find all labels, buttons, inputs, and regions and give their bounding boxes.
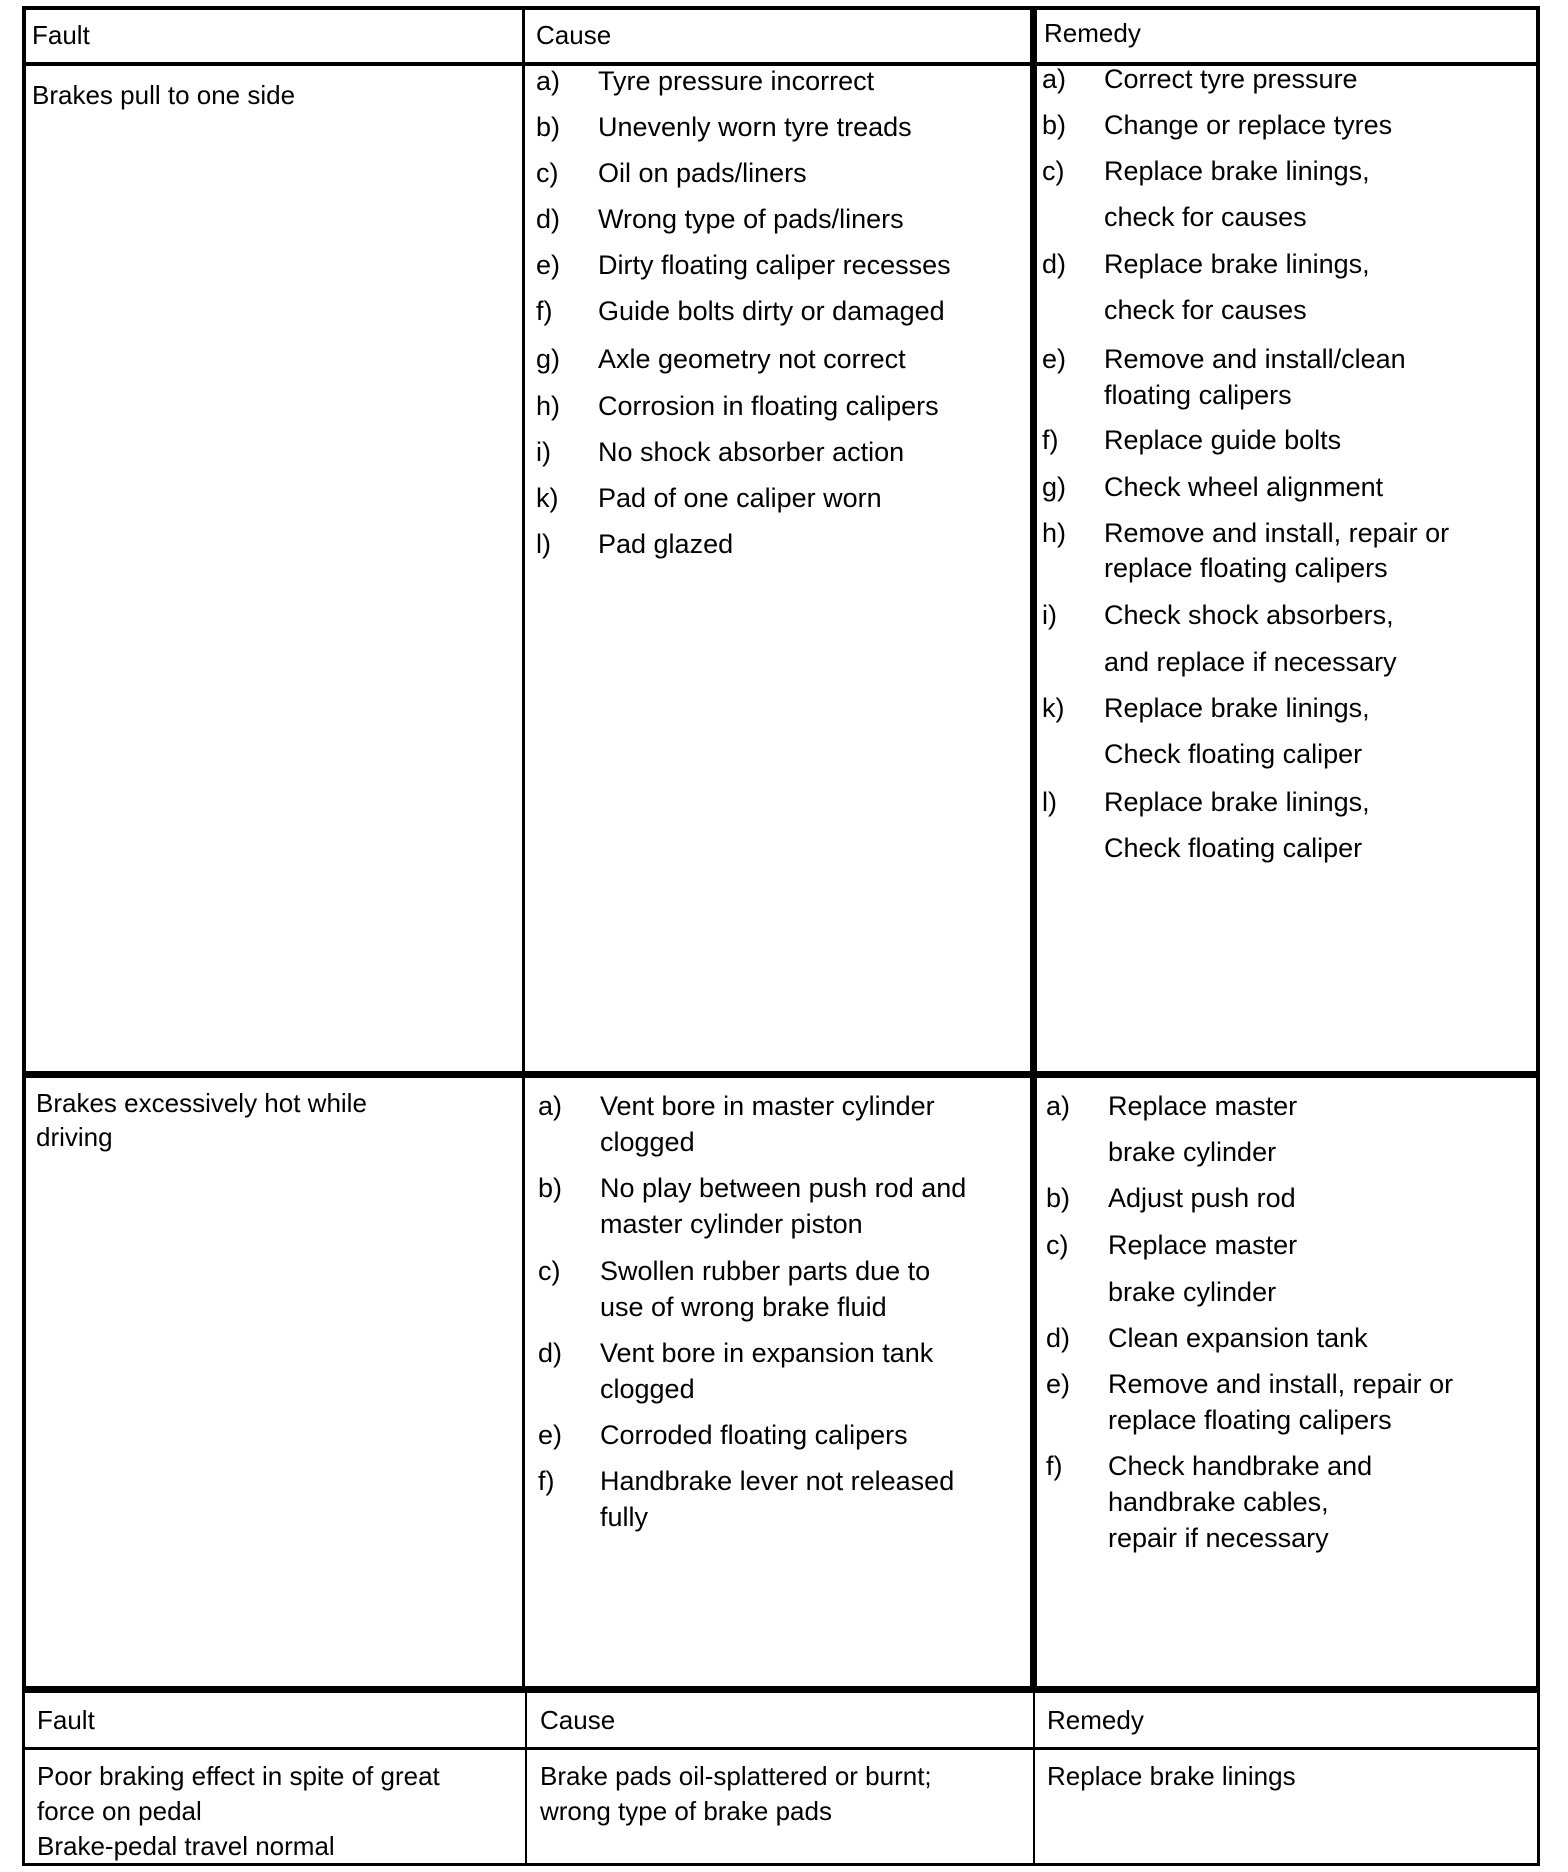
cause-item-text: Pad glazed	[598, 529, 734, 559]
cause-item-label: c)	[536, 158, 559, 188]
remedy-row3	[1047, 1759, 1296, 1794]
row-divider	[25, 1747, 1537, 1750]
remedy-item-text: replace floating calipers	[1108, 1405, 1392, 1435]
remedy-item-text: Replace brake linings,	[1104, 156, 1370, 186]
remedy-item-label: c)	[1046, 1230, 1069, 1260]
remedy-item-text: Check floating caliper	[1104, 833, 1363, 863]
header-remedy: Remedy	[1047, 1705, 1144, 1735]
cause-item-text: Pad of one caliper worn	[598, 483, 882, 513]
remedy-item-text: Replace brake linings,	[1104, 249, 1370, 279]
cause-item-text: Dirty floating caliper recesses	[598, 250, 951, 280]
remedy-item-text: Remove and install/clean	[1104, 344, 1406, 374]
cause-item-text: Oil on pads/liners	[598, 158, 807, 188]
remedy-item-label: l)	[1042, 787, 1057, 817]
remedy-item-text: Adjust push rod	[1108, 1183, 1296, 1213]
cause-row3-line: Brake pads oil-splattered or burnt;	[540, 1761, 932, 1791]
cause-item-label: l)	[536, 529, 551, 559]
cause-item-label: e)	[538, 1420, 563, 1450]
remedy-item-label: b)	[1046, 1183, 1071, 1213]
cause-item-label: e)	[536, 250, 561, 280]
remedy-item-label: b)	[1042, 110, 1067, 140]
remedy-item-text: Replace brake linings,	[1104, 787, 1370, 817]
cause-item-text: Corrosion in floating calipers	[598, 391, 939, 421]
header-cause: Cause	[540, 1705, 616, 1735]
cause-item-label: k)	[536, 483, 559, 513]
cause-item-label: a)	[536, 66, 561, 96]
cause-item-text: master cylinder piston	[600, 1209, 863, 1239]
column-divider	[525, 1693, 527, 1863]
cause-item-text: fully	[600, 1502, 649, 1532]
fault-row2-line: Brakes excessively hot while	[36, 1088, 367, 1118]
remedy-item-text: brake cylinder	[1108, 1137, 1277, 1167]
remedy-item-text: check for causes	[1104, 295, 1307, 325]
cause-item-text: Vent bore in master cylinder	[600, 1091, 935, 1121]
fault-row3-line: Poor braking effect in spite of great	[37, 1761, 440, 1791]
cause-item-text: Axle geometry not correct	[598, 344, 906, 374]
cause-item-text: clogged	[600, 1374, 695, 1404]
cause-item-label: a)	[538, 1091, 563, 1121]
cause-item-label: d)	[536, 204, 561, 234]
table-block-top	[22, 6, 1540, 1690]
fault-table	[22, 6, 1540, 1866]
cause-item-label: b)	[538, 1173, 563, 1203]
remedy-item-label: h)	[1042, 518, 1067, 548]
cause-item-text: Tyre pressure incorrect	[598, 66, 875, 96]
remedy-item-label: e)	[1042, 344, 1067, 374]
cause-item-text: use of wrong brake fluid	[600, 1292, 887, 1322]
fault-row3-line: Brake-pedal travel normal	[37, 1831, 335, 1861]
fault-row3-line: force on pedal	[37, 1796, 202, 1826]
remedy-item-text: and replace if necessary	[1104, 647, 1397, 677]
remedy-item-label: k)	[1042, 693, 1065, 723]
header-cause: Cause	[536, 20, 612, 50]
header-fault: Fault	[37, 1705, 95, 1735]
remedy-item-text: Correct tyre pressure	[1104, 64, 1358, 94]
cause-item-label: g)	[536, 344, 561, 374]
row-divider	[26, 1071, 1536, 1078]
fault-row3	[37, 1759, 440, 1864]
remedy-item-text: Remove and install, repair or	[1108, 1369, 1454, 1399]
remedy-item-label: g)	[1042, 472, 1067, 502]
fault-row1: Brakes pull to one side	[32, 80, 296, 110]
remedy-item-text: replace floating calipers	[1104, 553, 1388, 583]
remedy-item-text: Change or replace tyres	[1104, 110, 1393, 140]
column-divider	[522, 10, 525, 1686]
cause-item-text: Corroded floating calipers	[600, 1420, 908, 1450]
cause-item-text: No play between push rod and	[600, 1173, 967, 1203]
cause-item-text: Handbrake lever not released	[600, 1466, 955, 1496]
remedy-item-text: floating calipers	[1104, 380, 1292, 410]
remedy-item-label: d)	[1046, 1323, 1071, 1353]
remedy-item-label: a)	[1042, 64, 1067, 94]
cause-item-label: i)	[536, 437, 551, 467]
remedy-item-text: brake cylinder	[1108, 1277, 1277, 1307]
cause-item-label: f)	[538, 1466, 555, 1496]
remedy-item-text: repair if necessary	[1108, 1523, 1329, 1553]
remedy-item-text: handbrake cables,	[1108, 1487, 1329, 1517]
table-block-bottom	[22, 1690, 1540, 1866]
remedy-item-text: Check handbrake and	[1108, 1451, 1373, 1481]
fault-row2-line: driving	[36, 1122, 113, 1152]
cause-row3	[540, 1759, 932, 1829]
remedy-item-text: Replace guide bolts	[1104, 425, 1342, 455]
cause-item-label: c)	[538, 1256, 561, 1286]
remedy-item-text: Clean expansion tank	[1108, 1323, 1368, 1353]
header-remedy: Remedy	[1044, 18, 1141, 48]
remedy-item-text: check for causes	[1104, 202, 1307, 232]
remedy-item-label: d)	[1042, 249, 1067, 279]
header-fault: Fault	[32, 20, 90, 50]
remedy-item-text: Replace master	[1108, 1091, 1298, 1121]
remedy-item-text: Replace master	[1108, 1230, 1298, 1260]
fault-row2	[36, 1086, 367, 1154]
remedy-item-text: Check wheel alignment	[1104, 472, 1384, 502]
cause-item-label: b)	[536, 112, 561, 142]
cause-item-text: Swollen rubber parts due to	[600, 1256, 931, 1286]
remedy-item-text: Remove and install, repair or	[1104, 518, 1450, 548]
column-divider	[1030, 10, 1037, 1686]
remedy-item-text: Replace brake linings,	[1104, 693, 1370, 723]
remedy-item-label: a)	[1046, 1091, 1071, 1121]
remedy-item-text: Check shock absorbers,	[1104, 600, 1394, 630]
cause-item-text: No shock absorber action	[598, 437, 905, 467]
remedy-item-label: i)	[1042, 600, 1057, 630]
cause-item-text: clogged	[600, 1127, 695, 1157]
remedy-item-label: f)	[1046, 1451, 1063, 1481]
cause-item-text: Wrong type of pads/liners	[598, 204, 904, 234]
remedy-item-label: c)	[1042, 156, 1065, 186]
cause-item-text: Vent bore in expansion tank	[600, 1338, 934, 1368]
cause-row3-line: wrong type of brake pads	[540, 1796, 832, 1826]
remedy-item-label: f)	[1042, 425, 1059, 455]
cause-item-label: d)	[538, 1338, 563, 1368]
remedy-row3-line: Replace brake linings	[1047, 1761, 1296, 1791]
cause-item-label: f)	[536, 296, 553, 326]
column-divider	[1033, 1693, 1035, 1863]
remedy-item-label: e)	[1046, 1369, 1071, 1399]
cause-item-text: Guide bolts dirty or damaged	[598, 296, 945, 326]
remedy-item-text: Check floating caliper	[1104, 739, 1363, 769]
cause-item-label: h)	[536, 391, 561, 421]
cause-item-text: Unevenly worn tyre treads	[598, 112, 912, 142]
